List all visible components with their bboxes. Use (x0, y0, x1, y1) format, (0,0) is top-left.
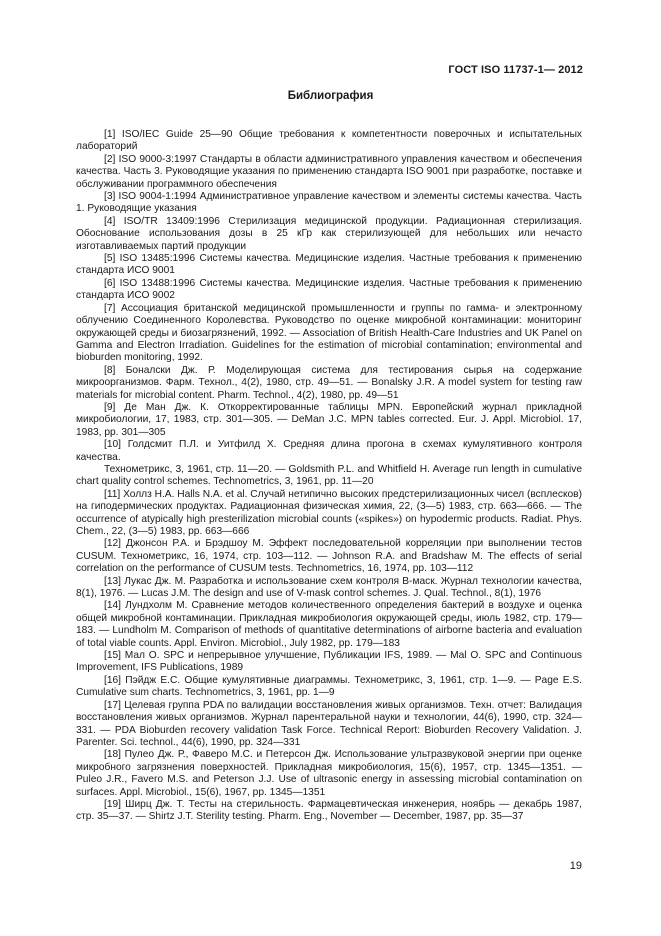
bibliography-entry: [1] ISO/IEC Guide 25—90 Общие требования к компетентности поверочных и испытательных лабораторий (76, 129, 582, 153)
bibliography-entry: [4] ISO/TR 13409:1996 Стерилизация медицинской продукции. Радиационная стерилизация. Обоснование использования дозы в 25 кГр как стерилизующей для небольших или нечасто изготавливаемых партий продукции (76, 215, 582, 252)
bibliography-entry: [6] ISO 13488:1996 Системы качества. Медицинские изделия. Частные требования к применению стандарта ИСО 9002 (76, 277, 582, 302)
bibliography-entry: [8] Боналски Дж. Р. Моделирующая система для тестирования сырья на содержание микроорганизмов. Фарм. Технол., 4(2), 1980, стр. 49—51. — Bonalsky J.R. A model system for testing raw materials for microbial content. Pharm. Technol., 4(2), 1980, pp. 49—51 (76, 364, 582, 401)
bibliography-entry: [17] Целевая группа PDA по валидации восстановления живых организмов. Техн. отчет: Валидация восстановления живых организмов. Журнал парентеральной науки и технологии, 44(6), 1990, стр. 324—331. — PDA Bioburden recovery validation Task Force. Technical Report: Bioburden Recovery Validation. J. Parenter. Sci. technol., 44(6), 1990, pp. 324—331 (76, 699, 582, 748)
bibliography-entry: [7] Ассоциация британской медицинской промышленности и группы по гамма- и электронному облучению Соединенного Королевства. Руководство по оценке микробной контаминации: мониторинг окружающей среды и биозагрязнений, 1992. — Association of British Health-Care Industries and UK Panel on Gamma and Electron Irradiation. Guidelines for the estimation of microbial contamination; environmental and bioburden monitoring, 1992. (76, 302, 582, 364)
bibliography-entry: [11] Холлз Н.А. Halls N.A. et al. Случай нетипично высоких предстерилизационных чисел (всплесков) на гиподермических продуктах. Радиационная физическая химия, 22, (3—5) 1983, стр. 663—666. — The occurrence of atypically high presterilization microbial counts («spikes») on hypodermic products. Radiat. Phys. Chem., 22, (3—5) 1983, pp. 663—666 (76, 488, 582, 537)
bibliography-entry: [19] Ширц Дж. Т. Тесты на стерильность. Фармацевтическая инженерия, ноябрь — декабрь 1987, стр. 35—37. — Shirtz J.T. Sterility testing. Pharm. Eng., November — December, 1987, pp. 35—37 (76, 798, 582, 823)
bibliography-entry: [9] Де Ман Дж. К. Откорректированные таблицы MPN. Европейский журнал прикладной микробиологии, 17, 1983, стр. 301—305. — DeMan J.C. MPN tables corrected. Eur. J. Appl. Microbiol. 17, 1983, pp. 301—305 (76, 401, 582, 438)
page-number: 19 (569, 860, 582, 872)
bibliography-entry: [18] Пулео Дж. Р., Фаверо М.С. и Петерсон Дж. Использование ультразвуковой энергии при оценке микробного загрязнения поверхностей. Прикладная микробиология, 15(6), 1957, стр. 1345—1351. — Puleo J.R., Favero M.S. and Peterson J.J. Use of ultrasonic energy in assessing microbial contamination on surfaces. Appl. Microbiol., 15(6), 1967, pp. 1345—1351 (76, 749, 582, 798)
page-title: Библиография (287, 90, 374, 102)
bibliography-entry: [16] Пэйдж Е.С. Общие кумулятивные диаграммы. Технометрикс, 3, 1961, стр. 1—9. — Page E.S. Cumulative sum charts. Technometrics, 3, 1961, pp. 1—9 (76, 674, 582, 699)
document-code: ГОСТ ISO 11737-1— 2012 (448, 64, 583, 76)
bibliography-entry: Технометрикс, 3, 1961, стр. 11—20. — Goldsmith P.L. and Whitfield H. Average run length in cumulative chart quality control schemes. Technometrics, 3, 1961, pp. 11—20 (76, 463, 582, 488)
bibliography-entry: [2] ISO 9000-3:1997 Стандарты в области административного управления качеством и обеспечения качества. Часть 3. Руководящие указания по применению стандарта ISO 9001 при разработке, поставке и обслуживании программного обеспечения (76, 153, 582, 190)
bibliography-entry: [12] Джонсон Р.А. и Брэдшоу М. Эффект последовательной корреляции при выполнении тестов CUSUM. Технометрикс, 16, 1974, стр. 103—112. — Johnson R.A. and Bradshaw M. The effects of serial correlation on the performance of CUSUM tests. Technometrics, 16, 1974, pp. 103—112 (76, 538, 582, 575)
bibliography-entry: [15] Мал О. SPC и непрерывное улучшение, Публикации IFS, 1989. — Mal O. SPC and Continuous Improvement, IFS Publications, 1989 (76, 650, 582, 674)
bibliography-entry: [13] Лукас Дж. М. Разработка и использование схем контроля В-маск. Журнал технологии качества, 8(1), 1976. — Lucas J.M. The design and use of V-mask control schemes. J. Qual. Technol., 8(1), 1976 (76, 575, 582, 600)
bibliography-entry: [14] Лундхолм М. Сравнение методов количественного определения бактерий в воздухе и оценка общей микробной контаминации. Прикладная микробиология окружающей среды, июль 1982, стр. 179—183. — Lundholm M. Comparison of methods of quantitative determinations of airborne bacteria and evaluation of total viable counts. Appl. Environ. Microbiol., July 1982, pp. 179—183 (76, 600, 582, 649)
bibliography-entry: [3] ISO 9004-1:1994 Административное управление качеством и элементы системы качества. Часть 1. Руководящие указания (76, 191, 582, 215)
bibliography-entry: [10] Голдсмит П.Л. и Уитфилд Х. Средняя длина прогона в схемах кумулятивного контроля качества. (76, 439, 582, 463)
bibliography-list (76, 129, 582, 824)
bibliography-entry: [5] ISO 13485:1996 Системы качества. Медицинские изделия. Частные требования к применению стандарта ИСО 9001 (76, 253, 582, 277)
